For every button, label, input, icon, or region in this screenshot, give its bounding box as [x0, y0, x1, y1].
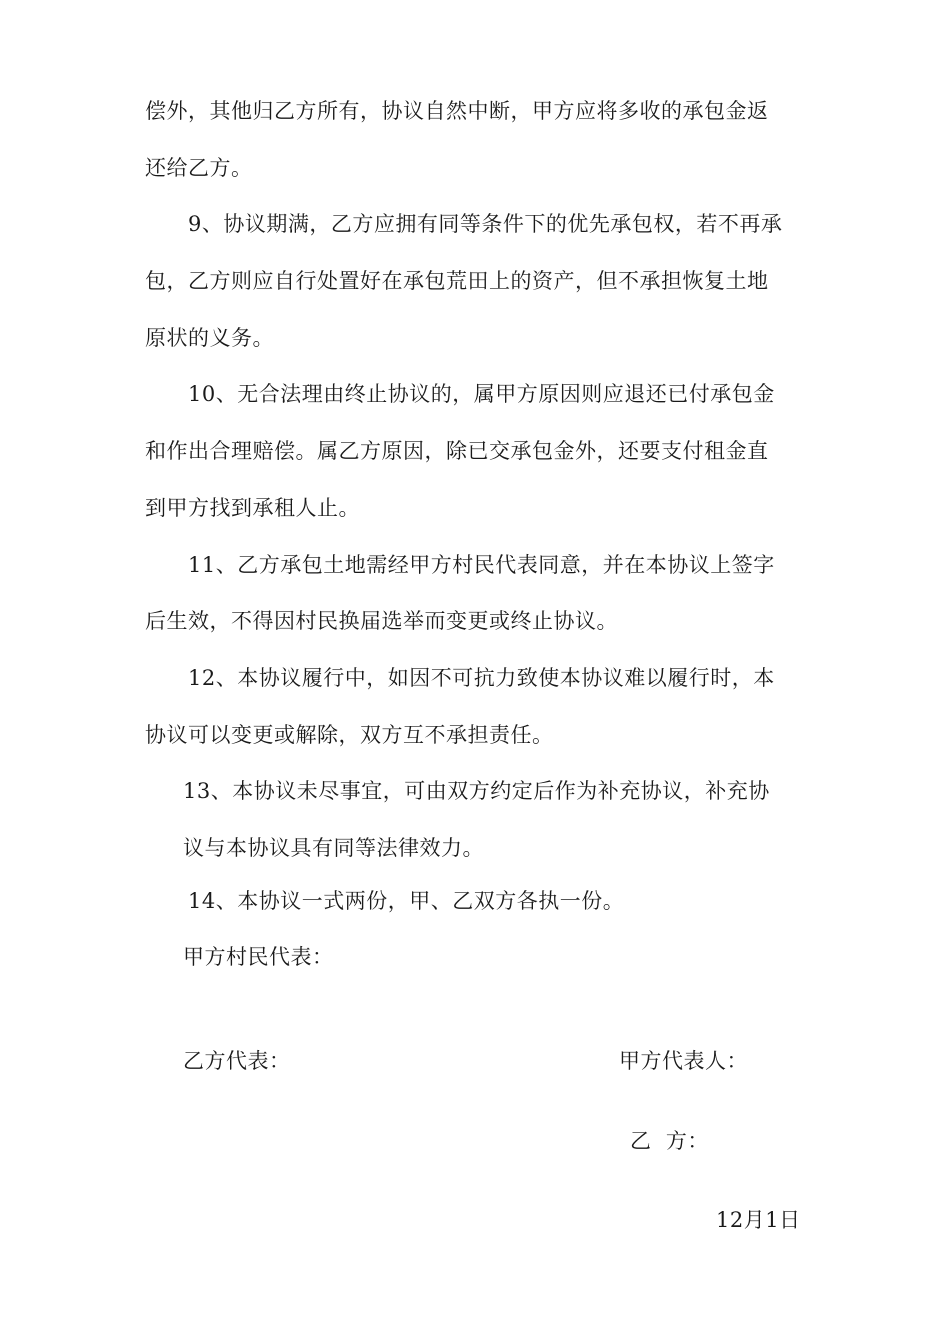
- paragraph-line: 9、协议期满，乙方应拥有同等条件下的优先承包权，若不再承: [188, 212, 783, 236]
- party-b-rep-signature-label: 乙方代表：: [183, 1049, 291, 1073]
- paragraph-line: 和作出合理赔偿。属乙方原因，除已交承包金外，还要支付租金直: [145, 439, 769, 463]
- paragraph-line: 到甲方找到承租人止。: [145, 496, 360, 520]
- party-a-rep-signature-label: 甲方代表人：: [619, 1049, 748, 1073]
- paragraph-line: 议与本协议具有同等法律效力。: [183, 836, 484, 860]
- signing-date: 12月1日: [716, 1208, 801, 1232]
- party-b-signature-label: 乙 方：: [630, 1129, 709, 1153]
- village-rep-signature-label: 甲方村民代表：: [183, 945, 334, 969]
- paragraph-line: 11、乙方承包土地需经甲方村民代表同意，并在本协议上签字: [188, 553, 775, 577]
- paragraph-line: 12、本协议履行中，如因不可抗力致使本协议难以履行时，本: [188, 666, 775, 690]
- paragraph-line: 包，乙方则应自行处置好在承包荒田上的资产，但不承担恢复土地: [145, 269, 769, 293]
- paragraph-line: 10、无合法理由终止协议的，属甲方原因则应退还已付承包金: [188, 382, 775, 406]
- paragraph-line: 13、本协议未尽事宜，可由双方约定后作为补充协议，补充协: [183, 779, 770, 803]
- paragraph-line: 偿外，其他归乙方所有，协议自然中断，甲方应将多收的承包金返: [145, 99, 769, 123]
- paragraph-line: 还给乙方。: [145, 156, 253, 180]
- paragraph-line: 14、本协议一式两份，甲、乙双方各执一份。: [188, 889, 625, 913]
- paragraph-line: 协议可以变更或解除，双方互不承担责任。: [145, 723, 554, 747]
- paragraph-line: 后生效，不得因村民换届选举而变更或终止协议。: [145, 609, 618, 633]
- paragraph-line: 原状的义务。: [145, 326, 274, 350]
